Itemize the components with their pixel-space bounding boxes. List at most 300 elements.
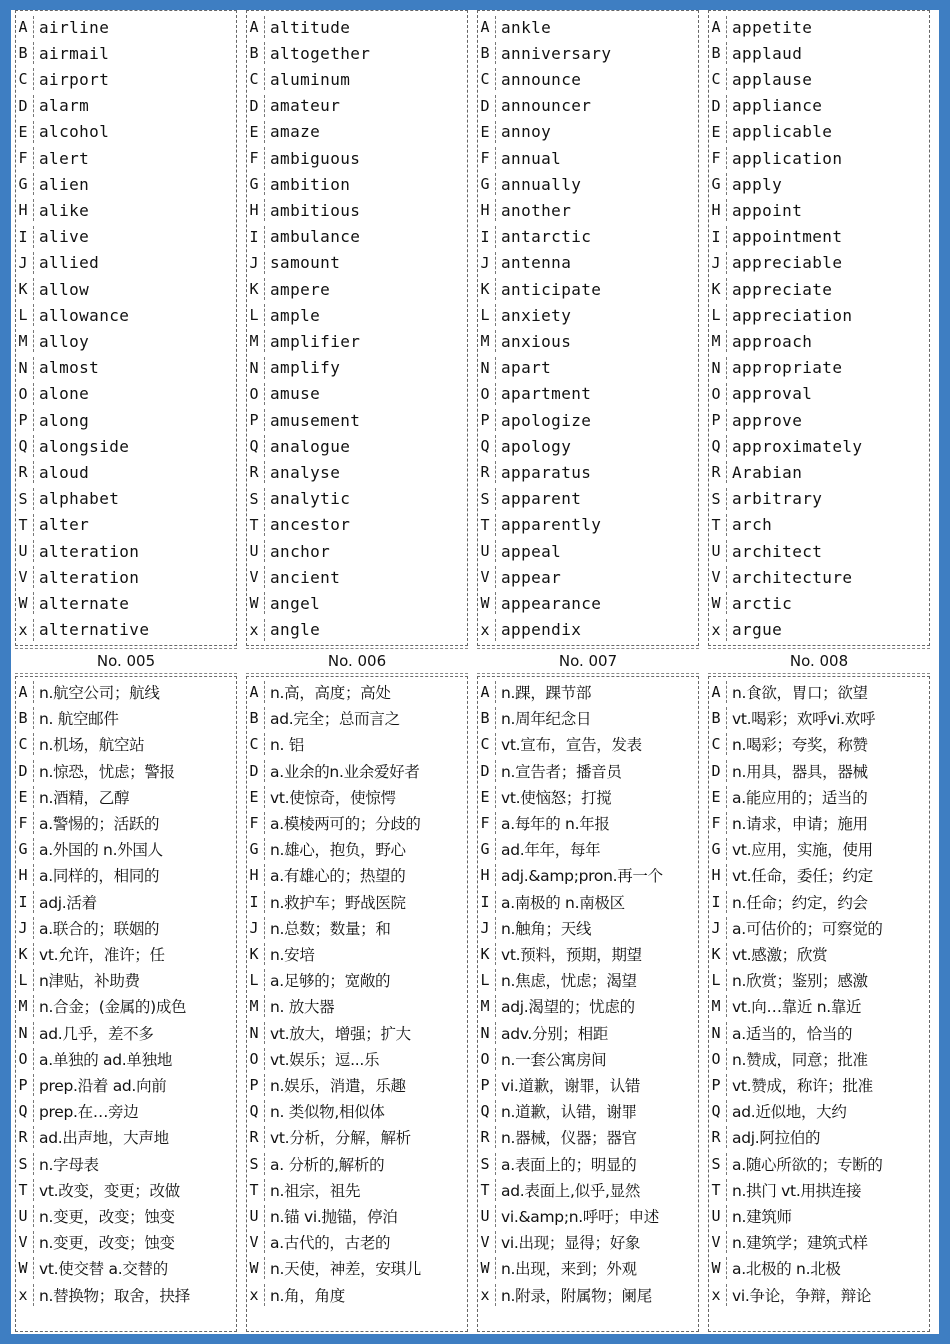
row-letter: D [249, 761, 259, 780]
row-divider [264, 42, 265, 64]
word-definition: n.焦虑，忧虑；渴望 [501, 972, 637, 991]
vocabulary-word: apparently [501, 515, 602, 535]
word-definition: n.任命；约定，约会 [732, 893, 868, 912]
row-divider [495, 681, 496, 703]
card-number-label: No. 006 [246, 648, 468, 674]
row-divider [726, 42, 727, 64]
row-letter: D [711, 761, 721, 780]
row-letter: x [711, 620, 721, 639]
row-letter: P [18, 1076, 28, 1094]
vocabulary-word: apart [501, 358, 552, 378]
row-letter: D [480, 96, 490, 115]
row-divider [495, 383, 496, 405]
word-definition: a.单独的 ad.单独地 [39, 1050, 173, 1069]
word-definition: n.器械，仪器；器官 [501, 1129, 637, 1148]
word-definition: vt.使交替 a.交替的 [39, 1260, 168, 1279]
row-letter: S [18, 1154, 28, 1173]
row-divider [726, 1022, 727, 1044]
card-number-label: No. 008 [708, 648, 930, 674]
row-letter: U [711, 542, 721, 560]
definition-row [708, 1255, 930, 1281]
definition-row [246, 836, 468, 862]
definition-row [15, 1124, 237, 1150]
word-row [477, 276, 699, 302]
word-row [246, 407, 468, 433]
definition-row [246, 1072, 468, 1098]
row-letter: N [711, 358, 721, 377]
row-divider [264, 383, 265, 405]
definition-row [15, 1020, 237, 1046]
word-definition: n.总数；数量；和 [270, 919, 391, 938]
word-definition: a.能应用的；适当的 [732, 788, 868, 807]
row-divider [33, 1074, 34, 1096]
row-divider [726, 1048, 727, 1070]
definition-row [708, 705, 930, 731]
row-divider [495, 226, 496, 248]
row-divider [495, 16, 496, 38]
definition-row [246, 1020, 468, 1046]
definition-row [15, 1098, 237, 1124]
vocabulary-word: amusement [270, 410, 361, 430]
word-row [477, 590, 699, 616]
definition-row [477, 1098, 699, 1124]
row-divider [495, 786, 496, 808]
row-divider [495, 1257, 496, 1279]
row-letter: M [18, 332, 28, 351]
word-row [246, 381, 468, 407]
row-divider [264, 304, 265, 326]
word-row [246, 590, 468, 616]
definition-row [15, 1255, 237, 1281]
word-definition: vi.出现；显得；好象 [501, 1234, 641, 1253]
vocabulary-word: alike [39, 200, 90, 220]
word-definition: adj.&amp;pron.再一个 [501, 867, 663, 886]
row-divider [264, 1205, 265, 1227]
word-row [15, 328, 237, 354]
row-divider [495, 357, 496, 379]
word-row [708, 224, 930, 250]
word-definition: n.雄心，抱负，野心 [270, 841, 406, 860]
row-divider [726, 969, 727, 991]
word-definition: a.外国的 n.外国人 [39, 841, 163, 860]
definition-row [246, 758, 468, 784]
row-letter: Q [480, 1102, 490, 1121]
row-letter: O [249, 384, 259, 403]
row-divider [33, 838, 34, 860]
vocabulary-word: announce [501, 69, 582, 89]
row-letter: P [480, 1076, 490, 1094]
vocabulary-word: anxiety [501, 305, 572, 325]
definition-row [246, 1151, 468, 1177]
row-letter: M [711, 997, 721, 1016]
word-row [15, 407, 237, 433]
word-row [15, 197, 237, 223]
word-row [708, 302, 930, 328]
word-definition: adj.渴望的；忧虑的 [501, 998, 635, 1017]
definition-row [708, 1072, 930, 1098]
row-letter: F [480, 814, 490, 832]
definition-row [477, 915, 699, 941]
vocabulary-word: apply [732, 174, 783, 194]
word-row [15, 119, 237, 145]
row-letter: F [18, 149, 28, 167]
row-letter: G [18, 840, 28, 859]
word-row [477, 486, 699, 512]
vocabulary-word: analogue [270, 436, 351, 456]
word-definition: n.用具，器具，器械 [732, 762, 868, 781]
row-letter: C [711, 70, 721, 89]
vocabulary-word: alternate [39, 593, 130, 613]
row-letter: K [711, 945, 721, 963]
definition-row [477, 1072, 699, 1098]
word-definition: adj.阿拉伯的 [732, 1129, 821, 1148]
row-divider [264, 1074, 265, 1096]
word-row [246, 276, 468, 302]
row-letter: W [711, 1259, 721, 1278]
word-row [15, 302, 237, 328]
row-letter: I [18, 892, 28, 911]
word-row [708, 250, 930, 276]
row-letter: W [18, 1259, 28, 1278]
word-definition: n.角，角度 [270, 1286, 345, 1305]
row-letter: L [18, 306, 28, 325]
definition-row [477, 1046, 699, 1072]
definition-row [246, 705, 468, 731]
word-row [477, 617, 699, 643]
vocabulary-word: alien [39, 174, 90, 194]
definition-row [15, 731, 237, 757]
row-letter: M [249, 332, 259, 351]
definition-row [246, 1098, 468, 1124]
row-letter: x [480, 620, 490, 639]
row-divider [726, 383, 727, 405]
row-divider [264, 707, 265, 729]
word-definition: n.高，高度；高处 [270, 684, 391, 702]
word-definition: ad.近似地，大约 [732, 1103, 847, 1122]
row-divider [264, 733, 265, 755]
row-letter: P [18, 411, 28, 429]
definition-row [246, 1177, 468, 1203]
row-divider [726, 707, 727, 729]
row-divider [33, 1284, 34, 1306]
row-divider [495, 1074, 496, 1096]
definition-row [246, 679, 468, 705]
vocabulary-word: ampere [270, 279, 331, 299]
definition-row [15, 705, 237, 731]
row-divider [726, 435, 727, 457]
word-row [15, 224, 237, 250]
word-row [15, 564, 237, 590]
vocabulary-word: anniversary [501, 43, 612, 63]
definition-row [246, 941, 468, 967]
row-divider [495, 1284, 496, 1306]
vocabulary-word: alert [39, 148, 90, 168]
definition-row [15, 1151, 237, 1177]
row-divider [726, 812, 727, 834]
word-definition: n.变更，改变；蚀变 [39, 1234, 175, 1253]
row-letter: P [711, 411, 721, 429]
word-row [246, 119, 468, 145]
row-letter: V [711, 1233, 721, 1252]
word-row [477, 40, 699, 66]
word-definition: n.请求，申请；施用 [732, 815, 868, 833]
word-row [477, 66, 699, 92]
word-row [246, 66, 468, 92]
word-definition: vt.分析，分解，解析 [270, 1129, 411, 1148]
vocabulary-word: approve [732, 410, 803, 430]
row-letter: x [249, 620, 259, 639]
definition-row [708, 862, 930, 888]
row-letter: T [18, 515, 28, 534]
vocabulary-word: arctic [732, 593, 793, 613]
word-row [246, 433, 468, 459]
row-divider [264, 917, 265, 939]
vocabulary-word: ambitious [270, 200, 361, 220]
row-letter: E [711, 787, 721, 806]
row-divider [264, 592, 265, 614]
word-row [708, 355, 930, 381]
row-letter: N [18, 1023, 28, 1042]
vocabulary-word: applause [732, 69, 813, 89]
row-divider [726, 1074, 727, 1096]
word-definition: n. 放大器 [270, 998, 335, 1017]
vocabulary-word: altogether [270, 43, 371, 63]
row-divider [495, 278, 496, 300]
row-letter: K [249, 280, 259, 298]
row-divider [726, 1257, 727, 1279]
row-divider [726, 864, 727, 886]
word-definition: n.周年纪念日 [501, 710, 592, 729]
vocabulary-word: antenna [501, 253, 572, 273]
definition-row [477, 993, 699, 1019]
word-row [708, 459, 930, 485]
row-letter: G [249, 175, 259, 194]
row-divider [726, 252, 727, 274]
word-row [708, 564, 930, 590]
row-letter: R [18, 1128, 28, 1147]
vocabulary-word: application [732, 148, 843, 168]
word-row [246, 40, 468, 66]
row-divider [495, 1231, 496, 1253]
definition-row [15, 889, 237, 915]
word-row [708, 197, 930, 223]
row-divider [33, 733, 34, 755]
vocabulary-word: alive [39, 227, 90, 247]
word-row [477, 564, 699, 590]
row-divider [495, 514, 496, 536]
definition-row [477, 810, 699, 836]
definition-row [246, 1124, 468, 1150]
row-letter: M [249, 997, 259, 1016]
row-letter: K [480, 945, 490, 963]
row-letter: H [711, 201, 721, 220]
definition-row [477, 1203, 699, 1229]
word-definition: n.娱乐，消遣，乐趣 [270, 1077, 406, 1095]
vocabulary-word: amuse [270, 384, 321, 404]
vocabulary-word: appear [501, 567, 562, 587]
row-divider [264, 760, 265, 782]
word-definition: n.拱门 vt.用拱连接 [732, 1181, 862, 1200]
row-divider [495, 733, 496, 755]
row-divider [33, 786, 34, 808]
word-row [246, 302, 468, 328]
word-definition: vt.任命，委任；约定 [732, 867, 873, 886]
vocabulary-word: apparent [501, 489, 582, 509]
word-row [246, 512, 468, 538]
row-letter: E [249, 787, 259, 806]
vocabulary-word: alongside [39, 436, 130, 456]
word-definition: vt.赞成，称许；批准 [732, 1077, 873, 1095]
row-divider [726, 566, 727, 588]
definition-row [477, 1229, 699, 1255]
definition-row [477, 1177, 699, 1203]
vocabulary-word: apologize [501, 410, 592, 430]
row-letter: O [480, 384, 490, 403]
definition-row [708, 1020, 930, 1046]
word-definition: n.欣赏；鉴别；感激 [732, 972, 868, 991]
word-definition: n津贴，补助费 [39, 972, 140, 991]
word-definition: vt.宣布，宣告，发表 [501, 736, 642, 755]
word-row [246, 459, 468, 485]
row-divider [33, 1257, 34, 1279]
row-letter: K [18, 945, 28, 963]
row-letter: L [249, 971, 259, 990]
row-letter: R [249, 1128, 259, 1147]
definition-row [708, 941, 930, 967]
vocabulary-word: alone [39, 384, 90, 404]
row-divider [726, 838, 727, 860]
word-row [15, 171, 237, 197]
word-definition: n.出现，来到；外观 [501, 1260, 637, 1279]
word-row [708, 512, 930, 538]
vocabulary-word: alter [39, 515, 90, 535]
row-letter: G [249, 840, 259, 859]
row-letter: O [711, 1049, 721, 1068]
word-definition: vt.使惊奇，使惊愕 [270, 788, 396, 807]
vocabulary-word: alteration [39, 567, 140, 587]
row-divider [264, 226, 265, 248]
word-row [708, 407, 930, 433]
word-row [708, 40, 930, 66]
row-divider [495, 1048, 496, 1070]
row-letter: V [249, 1233, 259, 1252]
word-definition: n. 航空邮件 [39, 710, 119, 729]
word-row [15, 14, 237, 40]
row-letter: O [18, 384, 28, 403]
row-divider [726, 943, 727, 965]
row-divider [33, 1100, 34, 1122]
vocabulary-word: amateur [270, 96, 341, 116]
row-divider [33, 1231, 34, 1253]
row-letter: A [711, 18, 721, 36]
vocabulary-word: angel [270, 593, 321, 613]
row-divider [33, 891, 34, 913]
word-definition: a.适当的，恰当的 [732, 1024, 853, 1043]
word-row [708, 276, 930, 302]
word-row [477, 250, 699, 276]
word-definition: n.赞成，同意；批准 [732, 1050, 868, 1069]
definition-row [477, 705, 699, 731]
row-divider [495, 1153, 496, 1175]
card-column-8 [708, 10, 930, 1334]
row-divider [264, 812, 265, 834]
row-letter: M [480, 997, 490, 1016]
row-letter: T [18, 1180, 28, 1199]
word-row [15, 617, 237, 643]
vocabulary-word: appendix [501, 620, 582, 640]
row-letter: N [711, 1023, 721, 1042]
word-row [246, 145, 468, 171]
definition-row [15, 967, 237, 993]
row-letter: U [18, 542, 28, 560]
row-divider [495, 121, 496, 143]
row-letter: E [249, 122, 259, 141]
word-row [708, 328, 930, 354]
row-letter: E [18, 787, 28, 806]
row-divider [726, 1284, 727, 1306]
word-definition: n.祖宗，祖先 [270, 1181, 361, 1200]
row-divider [264, 173, 265, 195]
row-letter: W [249, 1259, 259, 1278]
word-definition: a.随心所欲的；专断的 [732, 1155, 883, 1174]
row-divider [495, 1205, 496, 1227]
vocabulary-word: architecture [732, 567, 853, 587]
row-divider [495, 1100, 496, 1122]
row-divider [264, 540, 265, 562]
word-row [246, 486, 468, 512]
word-row [477, 381, 699, 407]
row-letter: C [480, 735, 490, 754]
definition-row [477, 941, 699, 967]
word-definition: n. 铝 [270, 736, 304, 755]
row-letter: B [18, 709, 28, 728]
row-letter: M [480, 332, 490, 351]
word-row [708, 617, 930, 643]
card-column-7 [477, 10, 699, 1334]
vocabulary-word: antarctic [501, 227, 592, 247]
word-definition: vi.争论，争辩，辩论 [732, 1286, 872, 1305]
word-definition: a.每年的 n.年报 [501, 815, 610, 833]
definition-row [477, 1282, 699, 1308]
definition-row [477, 679, 699, 705]
row-letter: R [249, 463, 259, 482]
word-definition: vt.允许，准许；任 [39, 946, 165, 964]
vocabulary-word: appreciation [732, 305, 853, 325]
row-letter: O [249, 1049, 259, 1068]
row-letter: Q [711, 437, 721, 456]
row-letter: K [18, 280, 28, 298]
vocabulary-word: arbitrary [732, 489, 823, 509]
vocabulary-word: ancient [270, 567, 341, 587]
row-divider [495, 707, 496, 729]
row-letter: E [18, 122, 28, 141]
row-divider [726, 733, 727, 755]
row-letter: V [18, 568, 28, 587]
row-divider [33, 488, 34, 510]
row-letter: T [711, 515, 721, 534]
definition-row [246, 1282, 468, 1308]
definition-row [15, 1177, 237, 1203]
word-definition: a.足够的；宽敞的 [270, 972, 391, 991]
vocabulary-word: along [39, 410, 90, 430]
definition-row [15, 862, 237, 888]
word-row [708, 433, 930, 459]
row-divider [726, 330, 727, 352]
vocabulary-word: aloud [39, 462, 90, 482]
row-divider [264, 891, 265, 913]
definition-row [15, 1229, 237, 1255]
row-divider [264, 435, 265, 457]
